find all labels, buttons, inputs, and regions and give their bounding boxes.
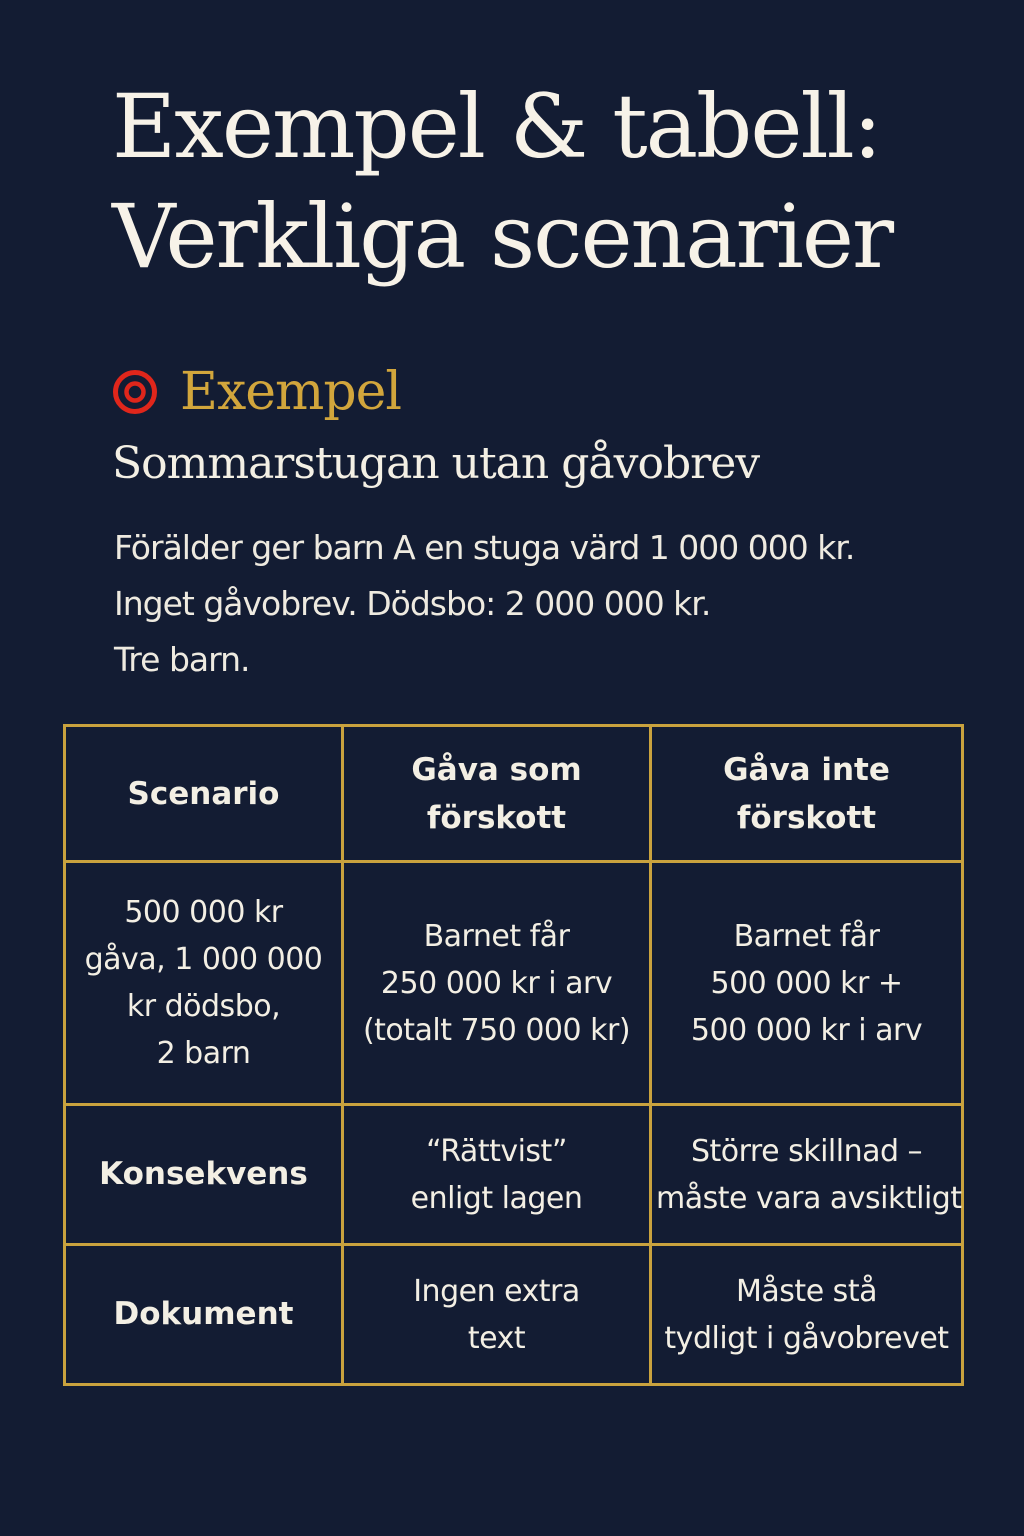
table-cell	[343, 862, 651, 1105]
column-header	[65, 726, 343, 862]
section-label: Exempel	[180, 362, 402, 422]
row-header	[65, 1105, 343, 1245]
table-header-row	[65, 726, 963, 862]
cell-line: Barnet får	[423, 918, 570, 954]
cell-line: Gåva inte	[723, 751, 890, 788]
table-row	[65, 1105, 963, 1245]
cell-line: Konsekvens	[99, 1156, 308, 1192]
table-cell	[343, 1105, 651, 1245]
description-line: Inget gåvobrev. Dödsbo: 2 000 000 kr.	[114, 584, 711, 623]
cell-line: Scenario	[127, 775, 280, 812]
column-header	[651, 726, 963, 862]
cell-line: Gåva som	[411, 751, 582, 788]
cell-line: text	[467, 1320, 526, 1356]
table-cell	[65, 862, 343, 1105]
page-title-line-1: Exempel & tabell:	[112, 75, 881, 178]
page-title-line-2: Verkliga scenarier	[112, 185, 893, 288]
page-title	[112, 72, 992, 292]
table-row	[65, 862, 963, 1105]
table-cell	[651, 1105, 963, 1245]
section-header	[112, 360, 401, 424]
cell-line: 500 000 kr i arv	[690, 1012, 923, 1048]
cell-line: förskott	[426, 799, 567, 836]
cell-line: gåva, 1 000 000	[84, 942, 323, 977]
column-header	[343, 726, 651, 862]
cell-line: kr dödsbo,	[126, 989, 281, 1024]
table-cell	[343, 1245, 651, 1385]
cell-line: 500 000 kr	[124, 895, 283, 930]
example-subtitle: Sommarstugan utan gåvobrev	[112, 438, 760, 489]
cell-line: enligt lagen	[410, 1180, 583, 1216]
scenario-table	[63, 724, 964, 1386]
cell-line: Större skillnad –	[690, 1133, 923, 1169]
row-header	[65, 1245, 343, 1385]
cell-line: (totalt 750 000 kr)	[362, 1012, 631, 1048]
cell-line: tydligt i gåvobrevet	[664, 1320, 949, 1356]
cell-line: Barnet får	[733, 918, 880, 954]
cell-line: Dokument	[113, 1296, 294, 1332]
cell-line: 500 000 kr +	[710, 965, 903, 1001]
cell-line: förskott	[736, 799, 877, 836]
description-line: Förälder ger barn A en stuga värd 1 000 000 kr.	[114, 528, 855, 567]
table-cell	[651, 1245, 963, 1385]
cell-line: 250 000 kr i arv	[380, 965, 613, 1001]
example-description	[114, 520, 854, 688]
cell-line: “Rättvist”	[426, 1133, 567, 1169]
cell-line: Måste stå	[736, 1273, 877, 1309]
cell-line: 2 barn	[156, 1036, 251, 1071]
cell-line: Ingen extra	[413, 1273, 580, 1309]
target-icon	[112, 369, 158, 415]
cell-line: måste vara avsiktligt	[656, 1180, 962, 1216]
description-line: Tre barn.	[114, 640, 250, 679]
table-row	[65, 1245, 963, 1385]
table-cell	[651, 862, 963, 1105]
